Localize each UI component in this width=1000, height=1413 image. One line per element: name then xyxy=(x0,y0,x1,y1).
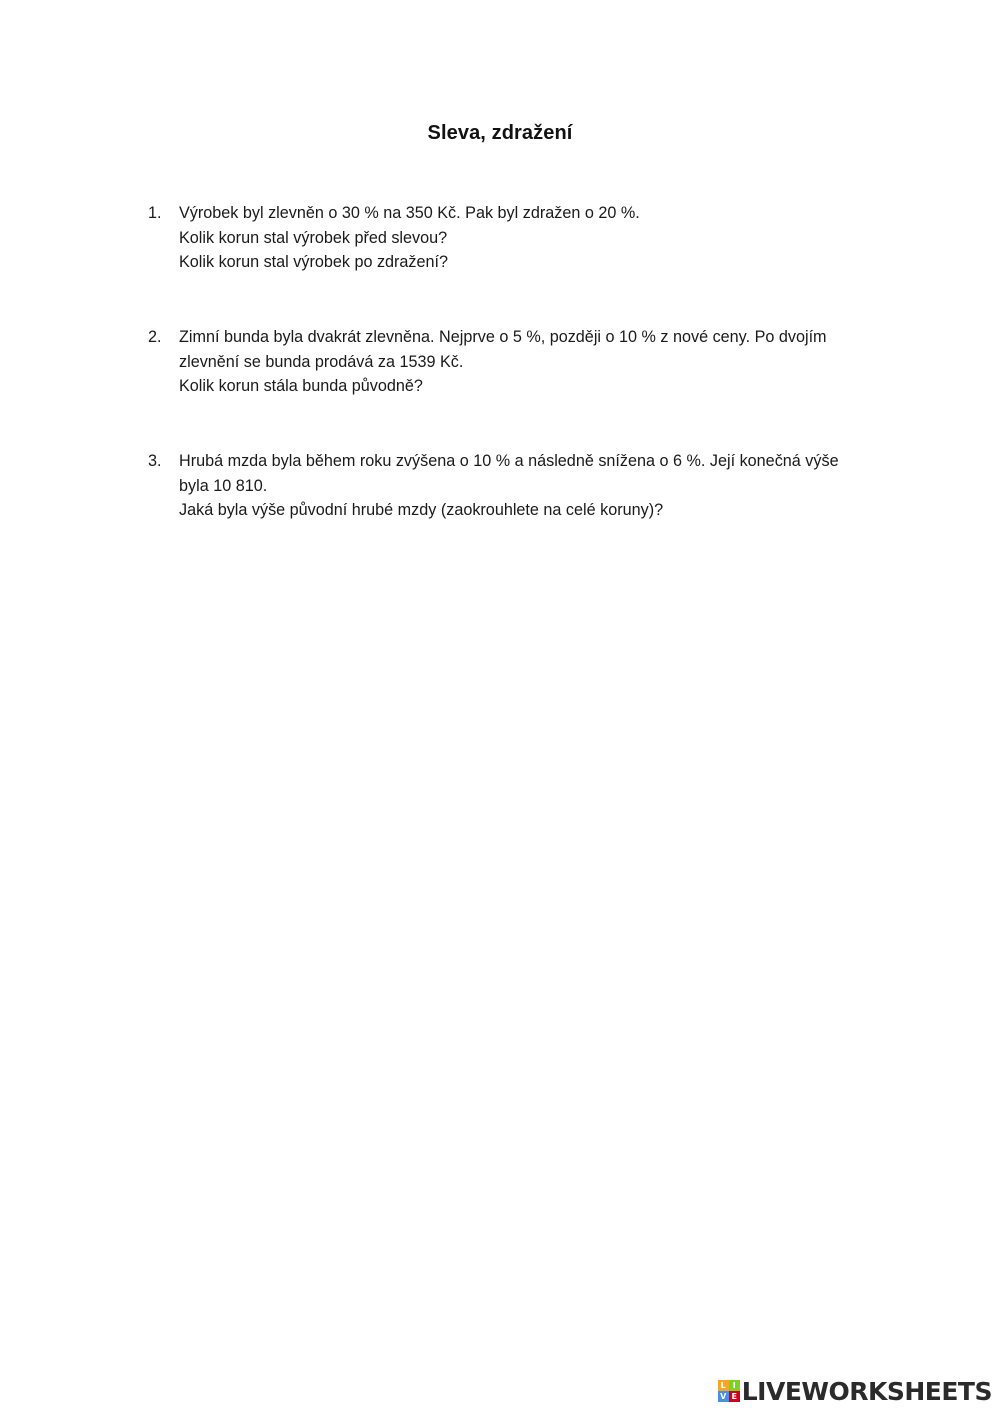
task-number: 3. xyxy=(148,452,162,470)
task-number: 2. xyxy=(148,328,162,346)
task-line: Výrobek byl zlevněn o 30 % na 350 Kč. Pak byl zdražen o 20 %. xyxy=(179,204,640,222)
task-number: 1. xyxy=(148,204,162,222)
page-title: Sleva, zdražení xyxy=(427,122,573,144)
task-text xyxy=(179,201,869,275)
task-question: Jaká byla výše původní hrubé mzdy (zaokrouhlete na celé koruny)? xyxy=(179,501,664,519)
logo-letter: V xyxy=(718,1391,729,1402)
liveworksheets-logo-icon xyxy=(718,1380,740,1402)
task-text xyxy=(179,325,869,399)
liveworksheets-watermark xyxy=(718,1375,992,1407)
task-line: Zimní bunda byla dvakrát zlevněna. Nejprve o 5 %, později o 10 % z nové ceny. Po dvojím xyxy=(179,328,827,346)
task-text xyxy=(179,449,869,523)
liveworksheets-wordmark: LIVEWORKSHEETS xyxy=(741,1376,992,1406)
task-question: Kolik korun stal výrobek před slevou? xyxy=(179,228,448,247)
task-line: zlevnění se bunda prodává za 1539 Kč. xyxy=(179,352,464,371)
logo-letter: I xyxy=(729,1380,740,1391)
task-line: byla 10 810. xyxy=(179,476,268,495)
task-line: Hrubá mzda byla během roku zvýšena o 10 % a následně snížena o 6 %. Její konečná výše xyxy=(179,452,839,470)
logo-letter: L xyxy=(718,1380,729,1391)
task-question: Kolik korun stála bunda původně? xyxy=(179,377,423,395)
logo-letter: E xyxy=(729,1391,740,1402)
task-question: Kolik korun stal výrobek po zdražení? xyxy=(179,253,449,271)
